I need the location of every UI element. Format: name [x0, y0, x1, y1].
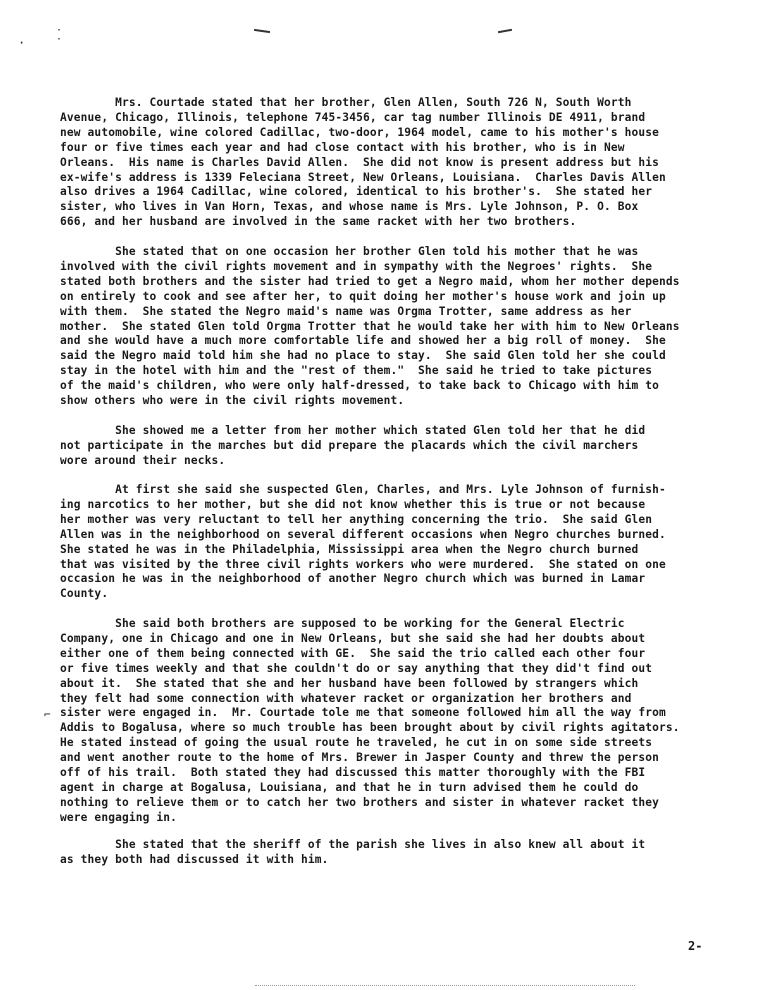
text-line: At first she said she suspected Glen, Charles, and Mrs. Lyle Johnson of furnish- [60, 483, 666, 496]
text-line: said the Negro maid told him she had no place to stay. She said Glen told her she could [60, 349, 666, 363]
text-line: four or five times each year and had close contact with his brother, who is in New [60, 140, 625, 154]
paragraph-5 [60, 617, 740, 826]
text-line: ex-wife's address is 1339 Feleciana Street, New Orleans, Louisiana. Charles Davis Allen [60, 170, 666, 184]
text-line: were engaging in. [60, 810, 178, 824]
paragraph-1 [60, 96, 740, 230]
text-line: 666, and her husband are involved in the same racket with her two brothers. [60, 215, 577, 229]
text-line: and she would have a much more comfortable life and showed her a big roll of money. She [60, 334, 666, 348]
paragraph-2 [60, 245, 740, 409]
text-line: and went another route to the home of Mrs. Brewer in Jasper County and threw the person [60, 751, 660, 765]
text-line: with them. She stated the Negro maid's name was Orgma Trotter, same address as her [60, 304, 632, 318]
text-line: new automobile, wine colored Cadillac, two-door, 1964 model, came to his mother's house [60, 125, 660, 139]
text-line: of the maid's children, who were only half-dressed, to take back to Chicago with him to [60, 379, 660, 393]
text-line: occasion he was in the neighborhood of another Negro church which was burned in Lamar [60, 572, 646, 586]
text-line: stay in the hotel with him and the "rest of them." She said he tried to take pictures [60, 364, 653, 378]
paragraph-6 [60, 838, 740, 868]
text-line: Orleans. His name is Charles David Allen. She did not know is present address but his [60, 155, 660, 169]
margin-tick: ⌐ [44, 708, 51, 721]
paragraph-3 [60, 424, 740, 469]
page-number: 2- [688, 939, 703, 953]
text-line: She stated he was in the Philadelphia, Mississippi area when the Negro church burned [60, 542, 639, 556]
text-line: her mother was very reluctant to tell her anything concerning the trio. She said Glen [60, 512, 653, 526]
text-line: She stated that the sheriff of the parish she lives in also knew all about it [60, 838, 646, 851]
margin-tick: · [18, 36, 26, 50]
text-line: not participate in the marches but did prepare the placards which the civil marchers [60, 438, 639, 452]
text-line: either one of them being connected with GE. She said the trio called each other four [60, 646, 646, 660]
text-line: show others who were in the civil rights movement. [60, 394, 405, 408]
text-line: She showed me a letter from her mother which stated Glen told her that he did [60, 424, 646, 437]
text-line: on entirely to cook and see after her, to quit doing her mother's house work and join up [60, 289, 666, 303]
text-line: sister were engaged in. Mr. Courtade tole me that someone followed him all the way from [60, 706, 666, 720]
text-line: Company, one in Chicago and one in New Orleans, but she said she had her doubts about [60, 631, 646, 645]
text-line: Avenue, Chicago, Illinois, telephone 745-3456, car tag number Illinois DE 4911, brand [60, 110, 646, 124]
text-line: She said both brothers are supposed to be working for the General Electric [60, 617, 625, 630]
margin-tick: · · [56, 25, 63, 45]
text-line: She stated that on one occasion her brother Glen told his mother that he was [60, 245, 639, 258]
text-line: also drives a 1964 Cadillac, wine colored, identical to his brother's. She stated her [60, 185, 653, 199]
text-line: they felt had some connection with whatever racket or organization her brothers and [60, 691, 632, 705]
paragraph-4 [60, 483, 740, 602]
text-line: He stated instead of going the usual route he traveled, he cut in on some side streets [60, 736, 653, 750]
text-line: ing narcotics to her mother, but she did not know whether this is true or not because [60, 497, 646, 511]
text-line: that was visited by the three civil rights workers who were murdered. She stated on one [60, 557, 666, 571]
bottom-divider [255, 985, 635, 986]
text-line: stated both brothers and the sister had tried to get a Negro maid, whom her mother depends [60, 274, 680, 288]
text-line: agent in charge at Bogalusa, Louisiana, and that he in turn advised them he could do [60, 780, 639, 794]
text-line: nothing to relieve them or to catch her two brothers and sister in whatever racket they [60, 795, 660, 809]
text-line: as they both had discussed it with him. [60, 852, 329, 866]
header-dash-left [254, 29, 270, 33]
text-line: Allen was in the neighborhood on several different occasions when Negro churches burned. [60, 527, 666, 541]
text-line: off of his trail. Both stated they had discussed this matter thoroughly with the FBI [60, 766, 646, 780]
text-line: about it. She stated that she and her husband have been followed by strangers which [60, 676, 639, 690]
text-line: Mrs. Courtade stated that her brother, Glen Allen, South 726 N, South Worth [60, 96, 632, 109]
text-line: mother. She stated Glen told Orgma Trotter that he would take her with him to New Orleans [60, 319, 680, 333]
text-line: wore around their necks. [60, 453, 226, 467]
text-line: sister, who lives in Van Horn, Texas, and whose name is Mrs. Lyle Johnson, P. O. Box [60, 200, 639, 214]
text-line: or five times weekly and that she couldn't do or say anything that they did't find out [60, 661, 653, 675]
header-dash-right [498, 29, 512, 33]
text-line: involved with the civil rights movement and in sympathy with the Negroes' rights. She [60, 259, 653, 273]
text-line: Addis to Bogalusa, where so much trouble has been brought about by civil rights agitators. [60, 721, 680, 735]
text-line: County. [60, 587, 109, 601]
